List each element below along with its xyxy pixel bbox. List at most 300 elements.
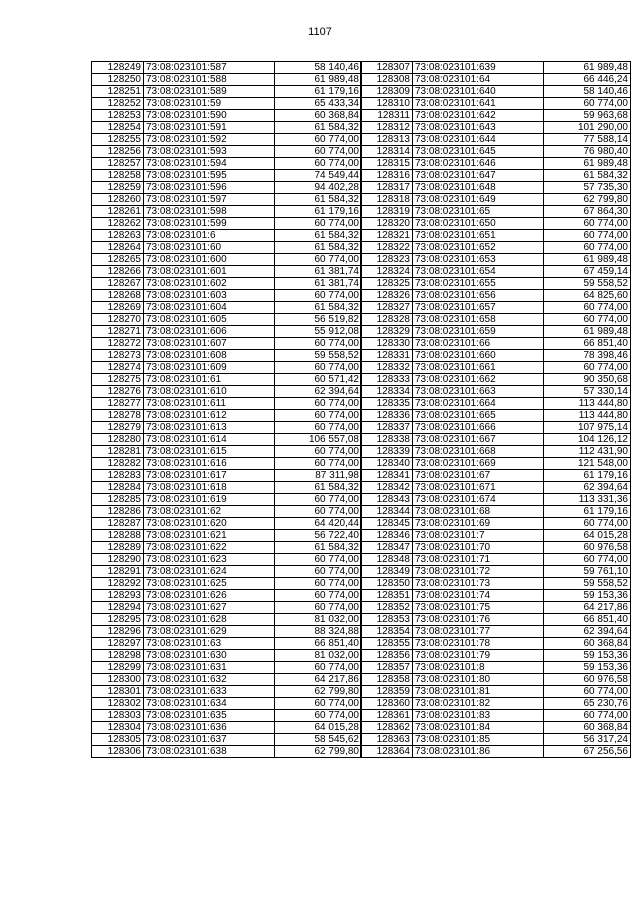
row-number: 128287	[92, 518, 144, 530]
table-row	[92, 110, 362, 122]
table-row	[361, 614, 631, 626]
table-row	[92, 662, 362, 674]
table-row	[92, 302, 362, 314]
table-row	[361, 518, 631, 530]
table-row	[361, 434, 631, 446]
table-row	[92, 650, 362, 662]
row-number: 128262	[92, 218, 144, 230]
cadastral-number: 73:08:023101:616	[144, 458, 275, 470]
cadastral-number: 73:08:023101:640	[413, 86, 544, 98]
table-row	[361, 122, 631, 134]
cadastral-number: 73:08:023101:642	[413, 110, 544, 122]
cadastral-number: 73:08:023101:74	[413, 590, 544, 602]
table-row	[92, 482, 362, 494]
cadastral-number: 73:08:023101:627	[144, 602, 275, 614]
table-row	[92, 470, 362, 482]
cadastral-value: 61 179,16	[275, 86, 362, 98]
cadastral-number: 73:08:023101:81	[413, 686, 544, 698]
cadastral-value: 60 774,00	[544, 302, 631, 314]
cadastral-number: 73:08:023101:62	[144, 506, 275, 518]
cadastral-value: 61 989,48	[544, 62, 631, 74]
table-row	[92, 218, 362, 230]
table-row	[361, 134, 631, 146]
table-row	[361, 602, 631, 614]
row-number: 128264	[92, 242, 144, 254]
row-number: 128326	[361, 290, 413, 302]
row-number: 128324	[361, 266, 413, 278]
cadastral-value: 60 774,00	[275, 218, 362, 230]
table-row	[92, 530, 362, 542]
table-row	[92, 542, 362, 554]
cadastral-value: 60 774,00	[544, 554, 631, 566]
row-number: 128296	[92, 626, 144, 638]
row-number: 128312	[361, 122, 413, 134]
cadastral-number: 73:08:023101:66	[413, 338, 544, 350]
cadastral-value: 60 774,00	[275, 362, 362, 374]
cadastral-value: 60 368,84	[275, 110, 362, 122]
row-number: 128332	[361, 362, 413, 374]
cadastral-number: 73:08:023101:64	[413, 74, 544, 86]
cadastral-value: 66 446,24	[544, 74, 631, 86]
row-number: 128261	[92, 206, 144, 218]
row-number: 128297	[92, 638, 144, 650]
table-row	[92, 338, 362, 350]
cadastral-number: 73:08:023101:658	[413, 314, 544, 326]
table-row	[92, 86, 362, 98]
row-number: 128334	[361, 386, 413, 398]
cadastral-number: 73:08:023101:647	[413, 170, 544, 182]
row-number: 128345	[361, 518, 413, 530]
row-number: 128253	[92, 110, 144, 122]
table-row	[361, 314, 631, 326]
row-number: 128340	[361, 458, 413, 470]
row-number: 128359	[361, 686, 413, 698]
row-number: 128333	[361, 374, 413, 386]
row-number: 128344	[361, 506, 413, 518]
table-row	[361, 722, 631, 734]
cadastral-value: 56 519,82	[275, 314, 362, 326]
cadastral-value: 62 799,80	[275, 686, 362, 698]
table-row	[92, 626, 362, 638]
cadastral-value: 60 774,00	[275, 446, 362, 458]
row-number: 128329	[361, 326, 413, 338]
table-row	[92, 386, 362, 398]
cadastral-value: 58 545,62	[275, 734, 362, 746]
cadastral-number: 73:08:023101:67	[413, 470, 544, 482]
cadastral-value: 58 140,46	[275, 62, 362, 74]
table-row	[361, 194, 631, 206]
row-number: 128315	[361, 158, 413, 170]
cadastral-value: 78 398,46	[544, 350, 631, 362]
row-number: 128252	[92, 98, 144, 110]
cadastral-value: 65 433,34	[275, 98, 362, 110]
row-number: 128288	[92, 530, 144, 542]
table-row	[92, 446, 362, 458]
row-number: 128328	[361, 314, 413, 326]
row-number: 128273	[92, 350, 144, 362]
table-row	[361, 422, 631, 434]
cadastral-value: 59 558,52	[544, 578, 631, 590]
cadastral-value: 60 774,00	[275, 458, 362, 470]
table-row	[361, 170, 631, 182]
row-number: 128303	[92, 710, 144, 722]
row-number: 128322	[361, 242, 413, 254]
cadastral-value: 61 584,32	[275, 542, 362, 554]
cadastral-number: 73:08:023101:606	[144, 326, 275, 338]
cadastral-number: 73:08:023101:646	[413, 158, 544, 170]
row-number: 128275	[92, 374, 144, 386]
cadastral-number: 73:08:023101:653	[413, 254, 544, 266]
cadastral-value: 106 557,08	[275, 434, 362, 446]
table-row	[361, 446, 631, 458]
cadastral-value: 60 774,00	[275, 590, 362, 602]
row-number: 128292	[92, 578, 144, 590]
cadastral-number: 73:08:023101:68	[413, 506, 544, 518]
row-number: 128354	[361, 626, 413, 638]
table-row	[92, 266, 362, 278]
row-number: 128282	[92, 458, 144, 470]
row-number: 128360	[361, 698, 413, 710]
table-row	[92, 590, 362, 602]
row-number: 128293	[92, 590, 144, 602]
table-row	[92, 254, 362, 266]
table-row	[361, 326, 631, 338]
cadastral-number: 73:08:023101:631	[144, 662, 275, 674]
cadastral-value: 62 799,80	[544, 194, 631, 206]
table-row	[361, 686, 631, 698]
cadastral-number: 73:08:023101:6	[144, 230, 275, 242]
table-row	[361, 710, 631, 722]
cadastral-value: 94 402,28	[275, 182, 362, 194]
table-row	[92, 746, 362, 758]
table-row	[92, 734, 362, 746]
table-row	[361, 350, 631, 362]
cadastral-number: 73:08:023101:614	[144, 434, 275, 446]
cadastral-number: 73:08:023101:607	[144, 338, 275, 350]
cadastral-number: 73:08:023101:666	[413, 422, 544, 434]
cadastral-value: 60 774,00	[275, 578, 362, 590]
table-row	[361, 230, 631, 242]
table-row	[361, 62, 631, 74]
cadastral-table-right	[360, 61, 631, 758]
cadastral-value: 88 324,88	[275, 626, 362, 638]
row-number: 128325	[361, 278, 413, 290]
table-row	[92, 194, 362, 206]
cadastral-value: 66 851,40	[544, 614, 631, 626]
cadastral-number: 73:08:023101:610	[144, 386, 275, 398]
row-number: 128319	[361, 206, 413, 218]
cadastral-number: 73:08:023101:652	[413, 242, 544, 254]
table-row	[361, 734, 631, 746]
row-number: 128355	[361, 638, 413, 650]
table-row	[361, 662, 631, 674]
cadastral-value: 60 774,00	[544, 230, 631, 242]
row-number: 128339	[361, 446, 413, 458]
row-number: 128353	[361, 614, 413, 626]
cadastral-value: 61 989,48	[544, 254, 631, 266]
cadastral-value: 59 153,36	[544, 650, 631, 662]
table-row	[361, 542, 631, 554]
table-row	[361, 746, 631, 758]
table-row	[92, 146, 362, 158]
row-number: 128313	[361, 134, 413, 146]
cadastral-value: 59 558,52	[275, 350, 362, 362]
row-number: 128255	[92, 134, 144, 146]
row-number: 128278	[92, 410, 144, 422]
cadastral-number: 73:08:023101:634	[144, 698, 275, 710]
table-row	[92, 242, 362, 254]
row-number: 128294	[92, 602, 144, 614]
row-number: 128358	[361, 674, 413, 686]
cadastral-value: 59 558,52	[544, 278, 631, 290]
cadastral-number: 73:08:023101:669	[413, 458, 544, 470]
table-row	[92, 362, 362, 374]
table-row	[361, 182, 631, 194]
table-row	[361, 386, 631, 398]
row-number: 128314	[361, 146, 413, 158]
table-row	[92, 290, 362, 302]
cadastral-number: 73:08:023101:619	[144, 494, 275, 506]
cadastral-value: 60 774,00	[275, 290, 362, 302]
cadastral-number: 73:08:023101:594	[144, 158, 275, 170]
cadastral-value: 64 825,60	[544, 290, 631, 302]
cadastral-value: 60 774,00	[275, 398, 362, 410]
row-number: 128281	[92, 446, 144, 458]
cadastral-value: 60 774,00	[544, 218, 631, 230]
cadastral-number: 73:08:023101:632	[144, 674, 275, 686]
cadastral-value: 112 431,90	[544, 446, 631, 458]
cadastral-value: 62 394,64	[275, 386, 362, 398]
row-number: 128348	[361, 554, 413, 566]
row-number: 128349	[361, 566, 413, 578]
cadastral-value: 61 584,32	[275, 194, 362, 206]
row-number: 128274	[92, 362, 144, 374]
cadastral-number: 73:08:023101:612	[144, 410, 275, 422]
table-row	[92, 98, 362, 110]
table-row	[361, 458, 631, 470]
cadastral-value: 66 851,40	[544, 338, 631, 350]
cadastral-value: 81 032,00	[275, 650, 362, 662]
table-row	[92, 518, 362, 530]
row-number: 128336	[361, 410, 413, 422]
row-number: 128270	[92, 314, 144, 326]
table-row	[361, 566, 631, 578]
cadastral-number: 73:08:023101:633	[144, 686, 275, 698]
row-number: 128257	[92, 158, 144, 170]
cadastral-value: 61 989,48	[275, 74, 362, 86]
row-number: 128300	[92, 674, 144, 686]
cadastral-value: 59 761,10	[544, 566, 631, 578]
cadastral-number: 73:08:023101:651	[413, 230, 544, 242]
cadastral-number: 73:08:023101:667	[413, 434, 544, 446]
cadastral-value: 60 774,00	[275, 134, 362, 146]
table-row	[361, 254, 631, 266]
cadastral-number: 73:08:023101:82	[413, 698, 544, 710]
row-number: 128258	[92, 170, 144, 182]
cadastral-value: 60 774,00	[275, 494, 362, 506]
cadastral-number: 73:08:023101:605	[144, 314, 275, 326]
cadastral-value: 60 368,84	[544, 638, 631, 650]
row-number: 128271	[92, 326, 144, 338]
cadastral-number: 73:08:023101:75	[413, 602, 544, 614]
cadastral-number: 73:08:023101:621	[144, 530, 275, 542]
cadastral-value: 64 217,86	[544, 602, 631, 614]
table-row	[361, 554, 631, 566]
cadastral-value: 60 774,00	[544, 314, 631, 326]
row-number: 128309	[361, 86, 413, 98]
row-number: 128259	[92, 182, 144, 194]
cadastral-number: 73:08:023101:83	[413, 710, 544, 722]
row-number: 128249	[92, 62, 144, 74]
cadastral-number: 73:08:023101:660	[413, 350, 544, 362]
table-row	[92, 602, 362, 614]
row-number: 128302	[92, 698, 144, 710]
cadastral-number: 73:08:023101:80	[413, 674, 544, 686]
cadastral-number: 73:08:023101:618	[144, 482, 275, 494]
cadastral-number: 73:08:023101:665	[413, 410, 544, 422]
table-row	[92, 278, 362, 290]
table-row	[92, 494, 362, 506]
cadastral-number: 73:08:023101:649	[413, 194, 544, 206]
cadastral-number: 73:08:023101:613	[144, 422, 275, 434]
cadastral-value: 107 975,14	[544, 422, 631, 434]
row-number: 128330	[361, 338, 413, 350]
cadastral-number: 73:08:023101:60	[144, 242, 275, 254]
table-row	[361, 698, 631, 710]
table-row	[361, 302, 631, 314]
cadastral-value: 74 549,44	[275, 170, 362, 182]
cadastral-value: 113 331,36	[544, 494, 631, 506]
table-row	[361, 110, 631, 122]
row-number: 128342	[361, 482, 413, 494]
cadastral-number: 73:08:023101:622	[144, 542, 275, 554]
cadastral-number: 73:08:023101:650	[413, 218, 544, 230]
cadastral-number: 73:08:023101:601	[144, 266, 275, 278]
cadastral-value: 61 584,32	[275, 302, 362, 314]
row-number: 128299	[92, 662, 144, 674]
table-row	[92, 134, 362, 146]
cadastral-value: 60 774,00	[275, 338, 362, 350]
table-row	[92, 206, 362, 218]
row-number: 128335	[361, 398, 413, 410]
cadastral-value: 60 976,58	[544, 674, 631, 686]
cadastral-number: 73:08:023101:69	[413, 518, 544, 530]
cadastral-value: 87 311,98	[275, 470, 362, 482]
cadastral-table-left	[91, 61, 362, 758]
cadastral-value: 60 774,00	[275, 554, 362, 566]
cadastral-value: 60 774,00	[275, 158, 362, 170]
cadastral-number: 73:08:023101:603	[144, 290, 275, 302]
cadastral-value: 67 459,14	[544, 266, 631, 278]
table-row	[92, 74, 362, 86]
cadastral-value: 60 774,00	[275, 410, 362, 422]
cadastral-number: 73:08:023101:84	[413, 722, 544, 734]
table-row	[92, 686, 362, 698]
cadastral-number: 73:08:023101:639	[413, 62, 544, 74]
page-number: 1107	[308, 26, 332, 38]
row-number: 128305	[92, 734, 144, 746]
cadastral-number: 73:08:023101:644	[413, 134, 544, 146]
cadastral-value: 113 444,80	[544, 410, 631, 422]
cadastral-number: 73:08:023101:615	[144, 446, 275, 458]
cadastral-number: 73:08:023101:643	[413, 122, 544, 134]
cadastral-number: 73:08:023101:602	[144, 278, 275, 290]
cadastral-value: 81 032,00	[275, 614, 362, 626]
table-row	[361, 674, 631, 686]
cadastral-value: 60 774,00	[275, 146, 362, 158]
table-row	[92, 422, 362, 434]
cadastral-value: 60 774,00	[275, 422, 362, 434]
cadastral-number: 73:08:023101:59	[144, 98, 275, 110]
cadastral-number: 73:08:023101:648	[413, 182, 544, 194]
row-number: 128346	[361, 530, 413, 542]
row-number: 128362	[361, 722, 413, 734]
row-number: 128361	[361, 710, 413, 722]
cadastral-number: 73:08:023101:629	[144, 626, 275, 638]
cadastral-value: 60 774,00	[544, 362, 631, 374]
cadastral-number: 73:08:023101:78	[413, 638, 544, 650]
table-row	[361, 266, 631, 278]
cadastral-number: 73:08:023101:663	[413, 386, 544, 398]
table-row	[361, 494, 631, 506]
row-number: 128250	[92, 74, 144, 86]
table-row	[361, 98, 631, 110]
row-number: 128285	[92, 494, 144, 506]
cadastral-number: 73:08:023101:588	[144, 74, 275, 86]
cadastral-value: 64 217,86	[275, 674, 362, 686]
cadastral-number: 73:08:023101:671	[413, 482, 544, 494]
row-number: 128310	[361, 98, 413, 110]
cadastral-value: 62 394,64	[544, 482, 631, 494]
row-number: 128276	[92, 386, 144, 398]
cadastral-number: 73:08:023101:625	[144, 578, 275, 590]
cadastral-value: 61 584,32	[275, 122, 362, 134]
row-number: 128267	[92, 278, 144, 290]
row-number: 128352	[361, 602, 413, 614]
cadastral-number: 73:08:023101:662	[413, 374, 544, 386]
table-row	[92, 350, 362, 362]
cadastral-value: 57 330,14	[544, 386, 631, 398]
table-row	[92, 398, 362, 410]
table-row	[92, 170, 362, 182]
cadastral-value: 60 774,00	[275, 506, 362, 518]
cadastral-number: 73:08:023101:637	[144, 734, 275, 746]
cadastral-value: 60 774,00	[275, 254, 362, 266]
cadastral-number: 73:08:023101:657	[413, 302, 544, 314]
cadastral-value: 60 774,00	[275, 710, 362, 722]
row-number: 128251	[92, 86, 144, 98]
cadastral-number: 73:08:023101:626	[144, 590, 275, 602]
row-number: 128284	[92, 482, 144, 494]
row-number: 128280	[92, 434, 144, 446]
cadastral-number: 73:08:023101:587	[144, 62, 275, 74]
cadastral-number: 73:08:023101:664	[413, 398, 544, 410]
cadastral-value: 77 588,14	[544, 134, 631, 146]
row-number: 128266	[92, 266, 144, 278]
table-row	[361, 206, 631, 218]
cadastral-value: 61 179,16	[275, 206, 362, 218]
cadastral-number: 73:08:023101:595	[144, 170, 275, 182]
row-number: 128320	[361, 218, 413, 230]
table-row	[92, 410, 362, 422]
table-row	[92, 638, 362, 650]
row-number: 128289	[92, 542, 144, 554]
cadastral-number: 73:08:023101:590	[144, 110, 275, 122]
row-number: 128356	[361, 650, 413, 662]
row-number: 128347	[361, 542, 413, 554]
cadastral-value: 64 420,44	[275, 518, 362, 530]
cadastral-number: 73:08:023101:79	[413, 650, 544, 662]
